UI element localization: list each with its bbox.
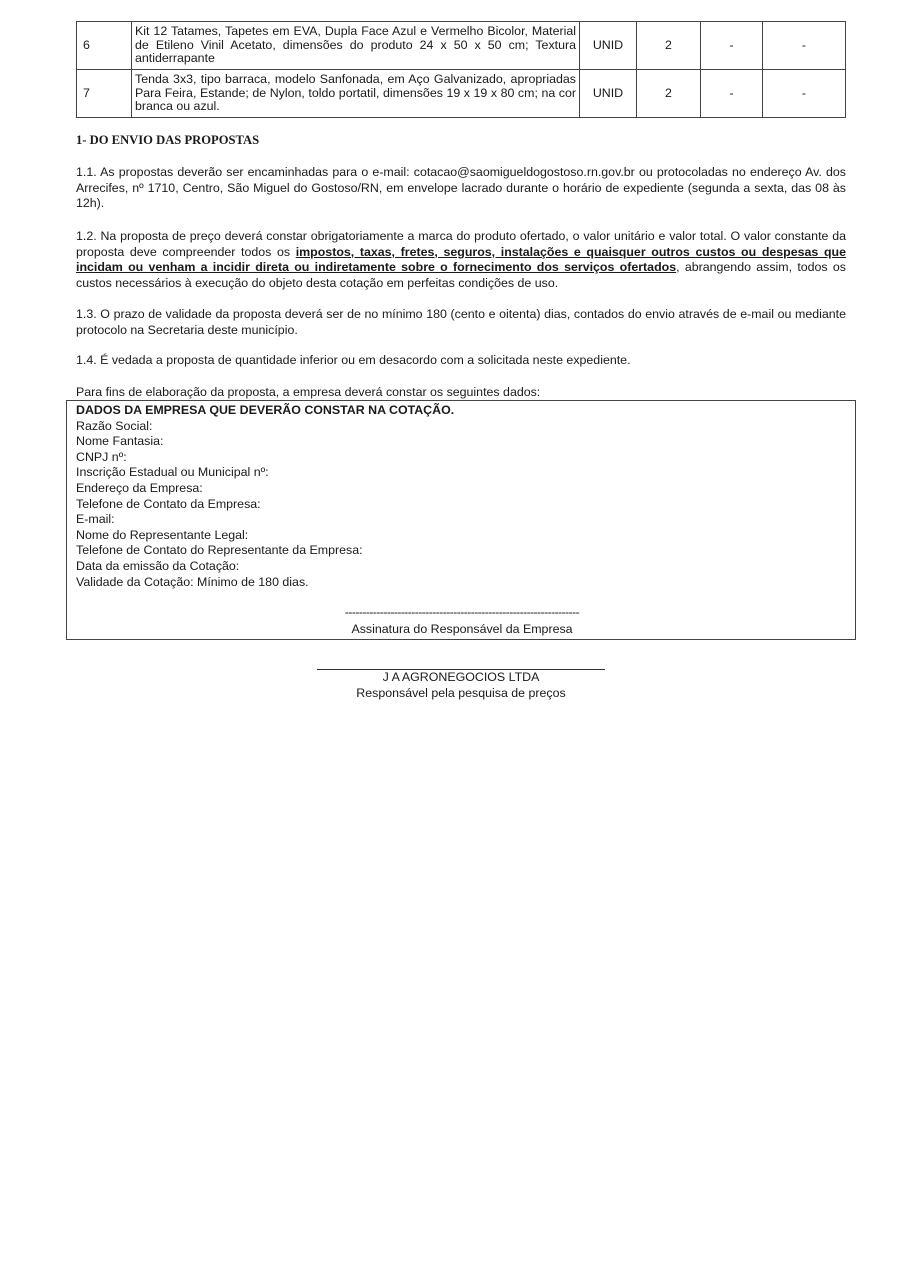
field-email: E-mail:	[76, 512, 115, 527]
paragraph-1-2	[76, 229, 846, 291]
company-data-box	[66, 400, 856, 640]
item-unit-price: -	[701, 22, 763, 70]
section-title: 1- DO ENVIO DAS PROPOSTAS	[76, 133, 260, 147]
field-endereco: Endereço da Empresa:	[76, 480, 203, 495]
signature-line: -------------------------------------------------------------------	[344, 605, 580, 619]
item-total-price: -	[763, 22, 846, 70]
item-quantity: 2	[637, 70, 701, 118]
field-telefone-representante: Telefone de Contato do Representante da Empresa:	[76, 543, 363, 558]
table-row	[77, 22, 846, 70]
field-nome-fantasia: Nome Fantasia:	[76, 434, 164, 449]
item-quantity: 2	[637, 22, 701, 70]
field-telefone-empresa: Telefone de Contato da Empresa:	[76, 496, 261, 511]
signature-rule	[317, 656, 605, 670]
researcher-role: Responsável pela pesquisa de preços	[356, 685, 566, 700]
item-total-price: -	[763, 70, 846, 118]
signature-label: Assinatura do Responsável da Empresa	[351, 622, 573, 636]
paragraph-1-4: 1.4. É vedada a proposta de quantidade inferior ou em desacordo com a solicitada neste expediente.	[76, 353, 631, 367]
researcher-signature-block	[66, 656, 856, 701]
paragraph-1-2-emphasis: impostos, taxas, fretes, seguros, instalações e quaisquer outros custos ou despesas que incidam ou venham a incidir direta ou indiretamente sobre o fornecimento dos serviços ofertados	[76, 244, 846, 275]
field-validade: Validade da Cotação: Mínimo de 180 dias.	[76, 574, 309, 589]
field-representante: Nome do Representante Legal:	[76, 527, 249, 542]
paragraph-1-3: 1.3. O prazo de validade da proposta deverá ser de no mínimo 180 (cento e oitenta) dias, contados do envio através de e-mail ou mediante protocolo na Secretaria deste município.	[76, 307, 846, 337]
paragraph-1-2-end: , abrangendo assim, todos os custos necessários à execução do objeto desta cotação em perfeitas condições de uso.	[76, 260, 846, 290]
paragraph-instructions: Para fins de elaboração da proposta, a empresa deverá constar os seguintes dados:	[76, 385, 541, 399]
item-description: Tenda 3x3, tipo barraca, modelo Sanfonada, em Aço Galvanizado, apropriadas Para Feira, Estande; de Nylon, toldo portatil, dimensões 19 x 19 x 80 cm; na cor branca ou azul.	[132, 70, 580, 118]
company-box-header: DADOS DA EMPRESA QUE DEVERÃO CONSTAR NA COTAÇÃO.	[76, 403, 455, 417]
item-unit-price: -	[701, 70, 763, 118]
paragraph-1-2-intro: 1.2. Na proposta de preço deverá constar obrigatoriamente a marca do produto ofertado, o valor unitário e valor total. O valor constante da proposta deve compreender todos os	[76, 229, 846, 259]
field-inscricao: Inscrição Estadual ou Municipal nº:	[76, 465, 269, 480]
field-razao-social: Razão Social:	[76, 418, 153, 433]
item-number: 7	[77, 70, 132, 118]
item-number: 6	[77, 22, 132, 70]
field-cnpj: CNPJ nº:	[76, 449, 127, 464]
items-table	[76, 21, 846, 118]
table-row	[77, 70, 846, 118]
paragraph-1-1: 1.1. As propostas deverão ser encaminhadas para o e-mail: cotacao@saomigueldogostoso.rn.gov.br ou protocoladas no endereço Av. dos Arrecifes, nº 1710, Centro, São Miguel do Gostoso/RN, em envelope lacrado durante o horário de expediente (segunda a sexta, das 08 às 12h).	[76, 165, 846, 211]
item-unit: UNID	[580, 70, 637, 118]
researcher-company: J A AGRONEGOCIOS LTDA	[382, 670, 540, 684]
item-unit: UNID	[580, 22, 637, 70]
field-data-emissao: Data da emissão da Cotação:	[76, 558, 240, 573]
item-description: Kit 12 Tatames, Tapetes em EVA, Dupla Face Azul e Vermelho Bicolor, Material de Etileno Vinil Acetato, dimensões do produto 24 x 50 x 50 cm; Textura antiderrapante	[132, 22, 580, 70]
